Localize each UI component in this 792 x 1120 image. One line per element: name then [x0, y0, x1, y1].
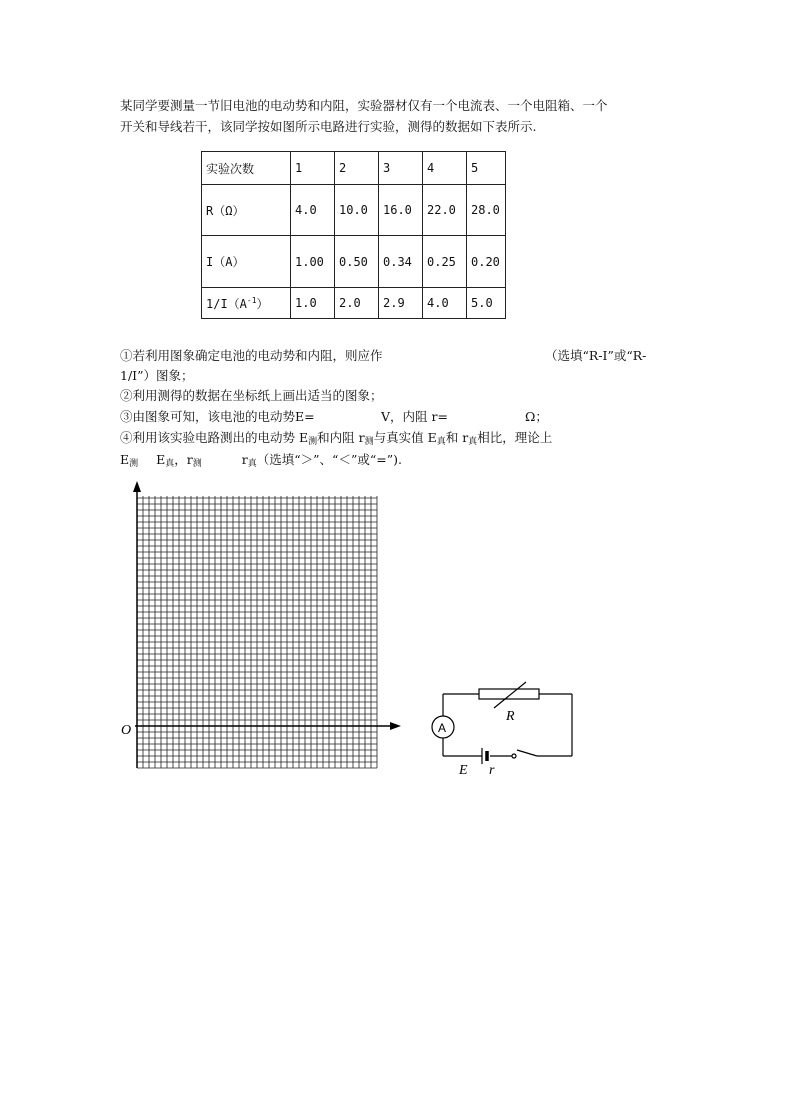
ammeter-label: A [438, 721, 447, 735]
q4-text: ④利用该实验电路测出的电动势 E [120, 430, 309, 445]
switch-lever [517, 750, 537, 756]
q4-text: （选填“＞”、“＜”或“=”). [256, 452, 402, 467]
x-axis-arrow-icon [390, 722, 401, 730]
table-header-cell: 1 [291, 152, 335, 185]
q4-E: E [120, 452, 130, 467]
table-header-row [202, 152, 506, 185]
table-cell: 1.0 [291, 288, 335, 319]
table-cell: 10.0 [335, 185, 379, 236]
table-cell: 4.0 [291, 185, 335, 236]
table-cell: 22.0 [423, 185, 467, 236]
q4-text: 相比，理论上 [477, 430, 553, 445]
table-cell: 16.0 [379, 185, 423, 236]
table-cell: 0.20 [467, 236, 506, 288]
q4-text: 和内阻 r [317, 430, 365, 445]
table-row-label: I（A） [202, 236, 291, 288]
table-row-label [202, 288, 291, 319]
table-cell: 0.50 [335, 236, 379, 288]
q4-sub-true: 真 [247, 459, 257, 469]
intro-line-2: 开关和导线若干，该同学按如图所示电路进行实验，测得的数据如下表所示. [120, 119, 537, 134]
q4-sub-true: 真 [165, 459, 175, 469]
question-1-part-b: （选填“R-I”或“R- [545, 348, 647, 363]
question-1-part-a: ①若利用图象确定电池的电动势和内阻，则应作 [120, 348, 383, 363]
q4-r: r [241, 452, 248, 467]
table-cell: 2.9 [379, 288, 423, 319]
table-header-cell: 3 [379, 152, 423, 185]
label-text: 1/I（A [206, 296, 247, 311]
table-cell: 1.00 [291, 236, 335, 288]
question-2: ②利用测得的数据在坐标纸上画出适当的图象； [120, 388, 383, 403]
question-4-line-2 [120, 450, 402, 474]
table-row-inverse-current [202, 288, 506, 319]
question-3-part-a: ③由图象可知，该电池的电动势E= [120, 409, 315, 424]
data-table [201, 151, 506, 319]
intro-line-1: 某同学要测量一节旧电池的电动势和内阻，实验器材仅有一个电流表、一个电阻箱、一个 [120, 98, 608, 113]
question-3-part-b: V，内阻 r= [381, 409, 448, 424]
table-header-cell: 实验次数 [202, 152, 291, 185]
q4-sub-measured: 测 [308, 437, 318, 447]
label-text: ） [256, 296, 269, 311]
table-cell: 0.34 [379, 236, 423, 288]
question-1-part-c: 1/I”）图象； [120, 368, 194, 383]
question-4-line-1 [120, 428, 552, 452]
q4-sub-true: 真 [468, 437, 478, 447]
table-header-cell: 2 [335, 152, 379, 185]
table-cell: 4.0 [423, 288, 467, 319]
table-row-label: R（Ω） [202, 185, 291, 236]
q4-text: 与真实值 E [373, 430, 437, 445]
table-row-resistance [202, 185, 506, 236]
graph-paper [115, 476, 405, 772]
origin-label: O [121, 723, 132, 738]
q4-sub-true: 真 [436, 437, 446, 447]
circuit-diagram [422, 678, 582, 778]
table-header-cell: 5 [467, 152, 506, 185]
q4-sub-measured: 测 [192, 459, 202, 469]
q4-text: ，r [174, 452, 193, 467]
switch-contact [512, 754, 516, 758]
q4-E: E [156, 452, 166, 467]
table-header-cell: 4 [423, 152, 467, 185]
q4-text: 和 r [445, 430, 469, 445]
grid-lines [137, 496, 377, 768]
table-cell: 5.0 [467, 288, 506, 319]
table-cell: 28.0 [467, 185, 506, 236]
question-3-part-c: Ω； [525, 409, 548, 424]
table-cell: 0.25 [423, 236, 467, 288]
label-superscript: -1 [246, 295, 257, 305]
table-row-current [202, 236, 506, 288]
variable-resistor [479, 689, 539, 699]
y-axis-arrow-icon [133, 481, 141, 492]
emf-label: E [459, 763, 468, 778]
q4-sub-measured: 测 [129, 459, 139, 469]
resistor-label: R [506, 709, 515, 724]
q4-sub-measured: 测 [364, 437, 374, 447]
internal-resistance-label: r [489, 763, 495, 778]
table-cell: 2.0 [335, 288, 379, 319]
